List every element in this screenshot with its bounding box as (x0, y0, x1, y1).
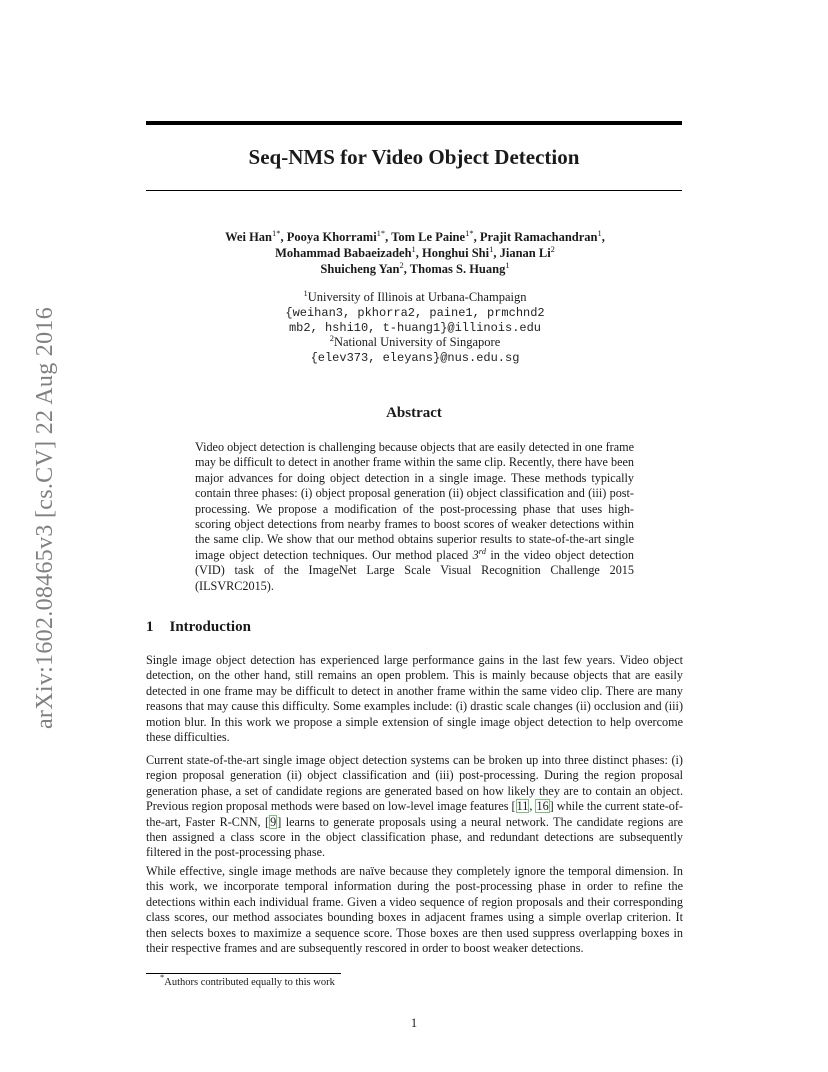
author-name: Thomas S. Huang (409, 262, 506, 276)
author-affiliation-mark: 1 (505, 260, 510, 270)
author-name: Honghui Shi (422, 246, 490, 260)
author-list (140, 229, 690, 277)
author-line: Wei Han$^{1*}$, Pooya Khorrami$^{1*}$, Tom Le Paine$^{1*}$, Prajit Ramachandran$^1$, (225, 228, 605, 244)
author-affiliation-mark: 1 (411, 244, 416, 254)
author-affiliation-mark: 1 (597, 228, 602, 238)
place-suffix: rd (478, 545, 486, 556)
author-name: Mohammad Babaeizadeh (275, 246, 412, 260)
footnote-text: Authors contributed equally to this work (164, 977, 335, 988)
paragraph: Current state-of-the-art single image object detection systems can be broken up into three distinct phases: (i) region proposal generation (ii) object classification and (iii) post-processing. During the region proposal generation phase, a set of candidate regions are generated based on how likely they are to contain an object. Previous region proposal methods were based on low-level image features [11, 16] while the current state-of-the-art, Faster R-CNN, [9] learns to generate proposals using a neural network. The candidate regions are then assigned a class score in the object classification phase, and redundant detections are subsequently filtered in the post-processing phase. (146, 753, 683, 860)
paragraph-text: learns to generate proposals using a neural network. The candidate regions are then assigned a class score in the object classification phase, and redundant detections are subsequently filtered in the post-processing phase. (146, 814, 683, 860)
citation-link[interactable]: 11 (516, 799, 529, 814)
footnote-mark: * (160, 972, 165, 982)
author-name: Wei Han (225, 230, 272, 244)
citation-link[interactable]: 16 (536, 799, 549, 814)
title-bottom-rule (146, 190, 682, 191)
paragraph: Single image object detection has experienced large performance gains in the last few years. Video object detection, on the other hand, still remains an open problem. This is mainly because objects that are easily detected in one frame may be difficult to detect in another frame within the same video clip. There are many reasons that may cause this difficulty. Some examples include: (i) drastic scale changes (ii) occlusion and (iii) motion blur. In this work we propose a simple extension of single image object detection to help overcome these difficulties. (146, 653, 683, 745)
author-affiliation-mark: 1* (272, 228, 281, 238)
arxiv-stamp: arXiv:1602.08465v3 [cs.CV] 22 Aug 2016 (32, 306, 58, 730)
abstract-text-part: in the video object detection (VID) task of the ImageNet Large Scale Visual Recognition Challenge 2015 (ILSVRC2015). (195, 547, 634, 593)
affiliation-mark: 1 (303, 288, 308, 298)
paragraph-text: while the current state-of-the-art, Faster R-CNN, (146, 799, 683, 829)
section-title: Introduction (169, 619, 251, 635)
paragraph-text: Current state-of-the-art single image object detection systems can be broken up into three distinct phases: (i) region proposal generation (ii) object classification and (iii) post-processing. During the region proposal generation phase, a set of candidate regions are generated based on how likely they are to contain an object. Previous region proposal methods were based on low-level image features (146, 753, 683, 814)
affiliation-uiuc (140, 290, 690, 305)
section-heading (146, 619, 251, 636)
affiliation-nus (140, 335, 690, 350)
author-name: Shuicheng Yan (320, 262, 400, 276)
author-affiliation-mark: 1* (465, 228, 474, 238)
author-affiliation-mark: 2 (550, 244, 555, 254)
author-name: Pooya Khorrami (286, 230, 377, 244)
affiliation-mark: 2 (329, 333, 334, 343)
affiliation-name: University of Illinois at Urbana-Champaign (307, 290, 527, 304)
affiliation-name: National University of Singapore (333, 335, 501, 349)
footnote-rule (146, 973, 341, 974)
title-top-rule (146, 121, 682, 125)
citation-link[interactable]: 9 (270, 814, 277, 829)
paper-title: Seq-NMS for Video Object Detection (248, 145, 580, 169)
page-number: 1 (410, 1016, 418, 1030)
author-name: Jianan Li (499, 246, 551, 260)
author-line: Shuicheng Yan$^2$, Thomas S. Huang$^1$ (320, 260, 510, 276)
author-line: Mohammad Babaeizadeh$^1$, Honghui Shi$^1$, Jianan Li$^2$ (275, 244, 555, 260)
author-affiliation-mark: 2 (399, 260, 404, 270)
author-affiliation-mark: 1 (489, 244, 494, 254)
place-value: 3 (472, 547, 479, 562)
abstract-text-part: Video object detection is challenging because objects that are easily detected in one frame may be difficult to detect in another frame within the same clip. Recently, there have been major advances for doing object detection in a single image. These methods typically contain three phases: (i) object proposal generation (ii) object classification and (iii) post-processing. We propose a modification of the post-processing phase that uses high-scoring object detections from nearby frames to boost scores of weaker detections within the same clip. We show that our method obtains superior results to state-of-the-art single image object detection techniques. Our method placed (195, 440, 634, 562)
email-list: mb2, hshi10, t-huang1}@illinois.edu (288, 321, 542, 335)
author-name: Tom Le Paine (391, 230, 466, 244)
abstract-heading: Abstract (386, 405, 442, 421)
author-affiliation-mark: 1* (376, 228, 386, 238)
email-list: {elev373, eleyans}@nus.edu.sg (310, 351, 520, 365)
paragraph: While effective, single image methods are naïve because they completely ignore the temporal dimension. In this work, we incorporate temporal information during the post-processing phase in order to refine the detections within each individual frame. Given a video sequence of region proposals and their corresponding class scores, our method associates bounding boxes in adjacent frames using a simple overlap criterion. It then selects boxes to maximize a sequence score. Those boxes are then used suppress overlapping boxes in their respective frames and are subsequently rescored in order to boost weaker detections. (146, 864, 683, 956)
author-name: Prajit Ramachandran (479, 230, 598, 244)
section-number: 1 (146, 619, 154, 635)
email-list: {weihan3, pkhorra2, paine1, prmchnd2 (285, 306, 545, 320)
abstract-text (195, 440, 634, 594)
footnote (160, 972, 335, 988)
